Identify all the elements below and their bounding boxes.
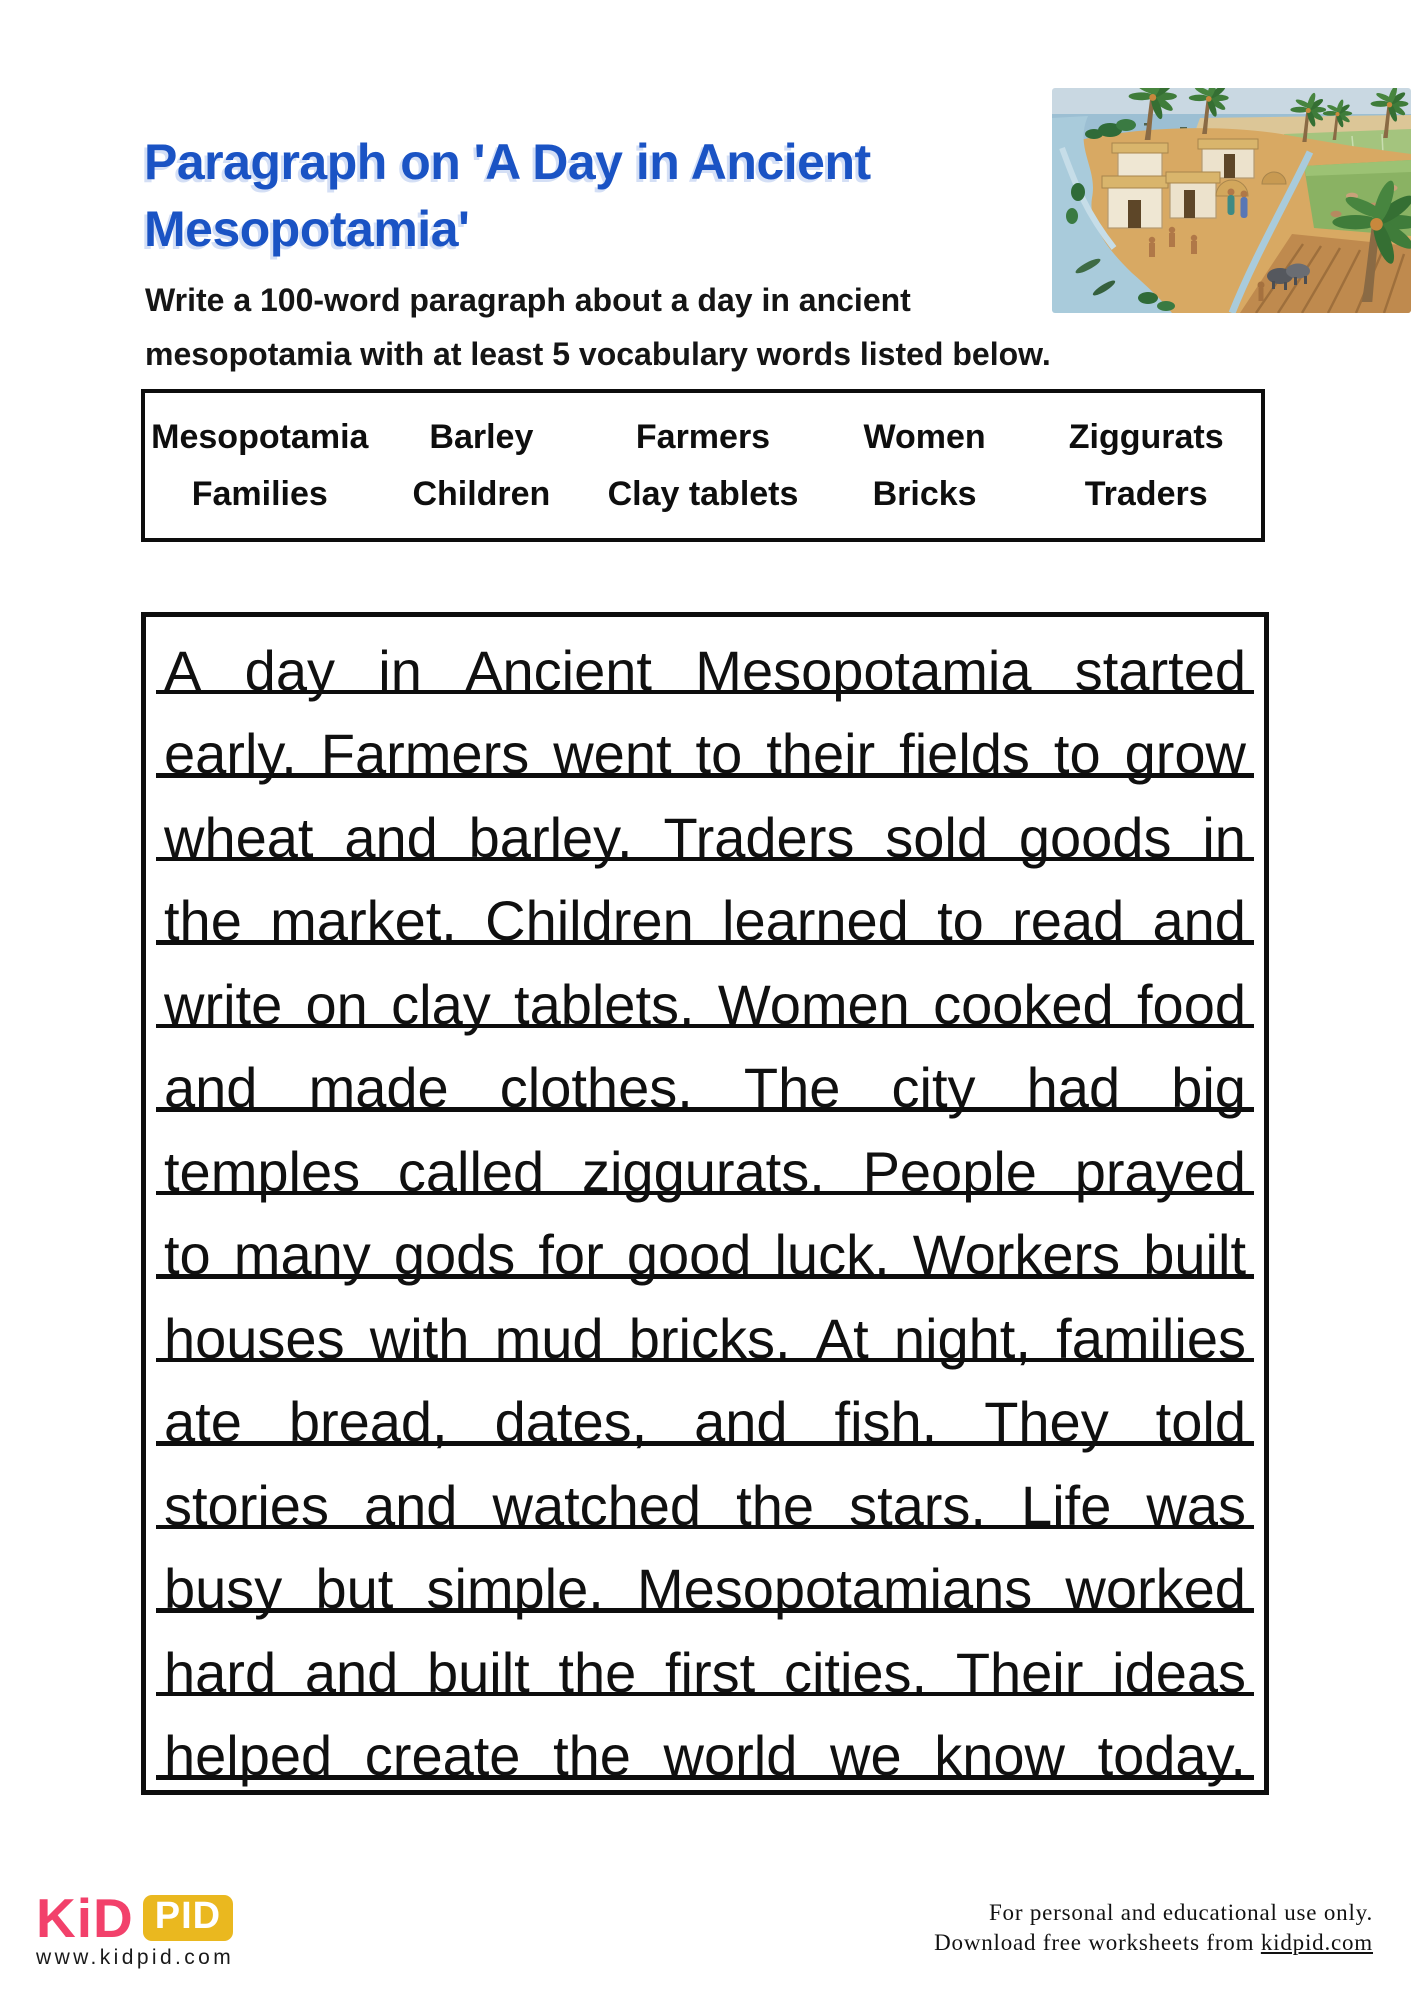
- paragraph-line-text: stories and watched the stars. Life was: [164, 1473, 1246, 1537]
- paragraph-line-text: and made clothes. The city had big: [164, 1056, 1246, 1119]
- paragraph-line-text: helped create the world we know today.: [164, 1724, 1246, 1787]
- paragraph-line-text: to many gods for good luck. Workers built: [164, 1223, 1246, 1286]
- kidpid-website-text: www.kidpid.com: [36, 1946, 235, 1969]
- page-title-line2: Mesopotamia': [144, 201, 470, 257]
- paragraph-line-text: ate bread, dates, and fish. They told: [164, 1390, 1246, 1453]
- paragraph-line: [154, 621, 1256, 705]
- usage-note: [934, 1898, 1373, 1958]
- paragraph-line-text: A day in Ancient Mesopotamia started: [164, 638, 1246, 702]
- instructions-line1: Write a 100-word paragraph about a day in ancient: [145, 282, 911, 318]
- vocab-word: Families: [191, 474, 328, 513]
- paragraph-line-text: wheat and barley. Traders sold goods in: [164, 805, 1246, 869]
- paragraph-line-text: hard and built the first cities. Their ideas: [164, 1640, 1246, 1704]
- paragraph-line: [154, 1289, 1256, 1373]
- usage-note-line1: For personal and educational use only.: [988, 1900, 1373, 1925]
- village-scene-svg: [1052, 88, 1411, 313]
- kidpid-link[interactable]: kidpid.com: [1260, 1930, 1373, 1955]
- usage-note-line2: [934, 1928, 1373, 1958]
- paragraph-line-text: early. Farmers went to their fields to grow: [164, 722, 1246, 785]
- instructions-text: [145, 273, 1145, 381]
- mesopotamia-village-illustration: [1052, 88, 1411, 313]
- paragraph-line: [154, 1540, 1256, 1624]
- vocab-word: Mesopotamia: [151, 417, 369, 456]
- paragraph-line: [154, 1456, 1256, 1540]
- paragraph-answer-box: [141, 612, 1269, 1795]
- vocab-word: Barley: [429, 417, 534, 456]
- kidpid-logo: [36, 1886, 233, 1950]
- vocab-word: Traders: [1084, 474, 1208, 513]
- paragraph-line-text: busy but simple. Mesopotamians worked: [164, 1557, 1246, 1620]
- paragraph-line: [154, 1039, 1256, 1123]
- vocab-word: Bricks: [872, 474, 977, 513]
- paragraph-line-text: houses with mud bricks. At night, families: [164, 1306, 1246, 1370]
- paragraph-line: [154, 955, 1256, 1039]
- vocab-word: Farmers: [635, 417, 771, 456]
- paragraph-line: [154, 1373, 1256, 1457]
- paragraph-line-text: temples called ziggurats. People prayed: [164, 1139, 1246, 1203]
- paragraph-line: [154, 788, 1256, 872]
- paragraph-line: [154, 1122, 1256, 1206]
- instructions-line2: mesopotamia with at least 5 vocabulary words listed below.: [145, 336, 1051, 372]
- paragraph-line-text: the market. Children learned to read and: [164, 889, 1246, 952]
- page-title-line1: Paragraph on 'A Day in Ancient: [144, 134, 871, 190]
- paragraph-line-text: write on clay tablets. Women cooked food: [164, 972, 1246, 1036]
- vocab-word: Clay tablets: [607, 474, 799, 513]
- paragraph-line: [154, 705, 1256, 789]
- vocab-word: Women: [863, 417, 986, 456]
- usage-note-line2-prefix: Download free worksheets from: [934, 1930, 1261, 1955]
- paragraph-line: [154, 1206, 1256, 1290]
- paragraph-line: [154, 1707, 1256, 1791]
- page-title: [144, 129, 1004, 263]
- vocabulary-box: [141, 389, 1265, 542]
- kidpid-logo-pid-badge: PID: [143, 1895, 233, 1941]
- paragraph-line: [154, 872, 1256, 956]
- vocab-word: Ziggurats: [1068, 417, 1224, 456]
- kidpid-logo-kid-text: KiD: [36, 1887, 134, 1949]
- vocab-word: Children: [412, 474, 551, 513]
- paragraph-line: [154, 1623, 1256, 1707]
